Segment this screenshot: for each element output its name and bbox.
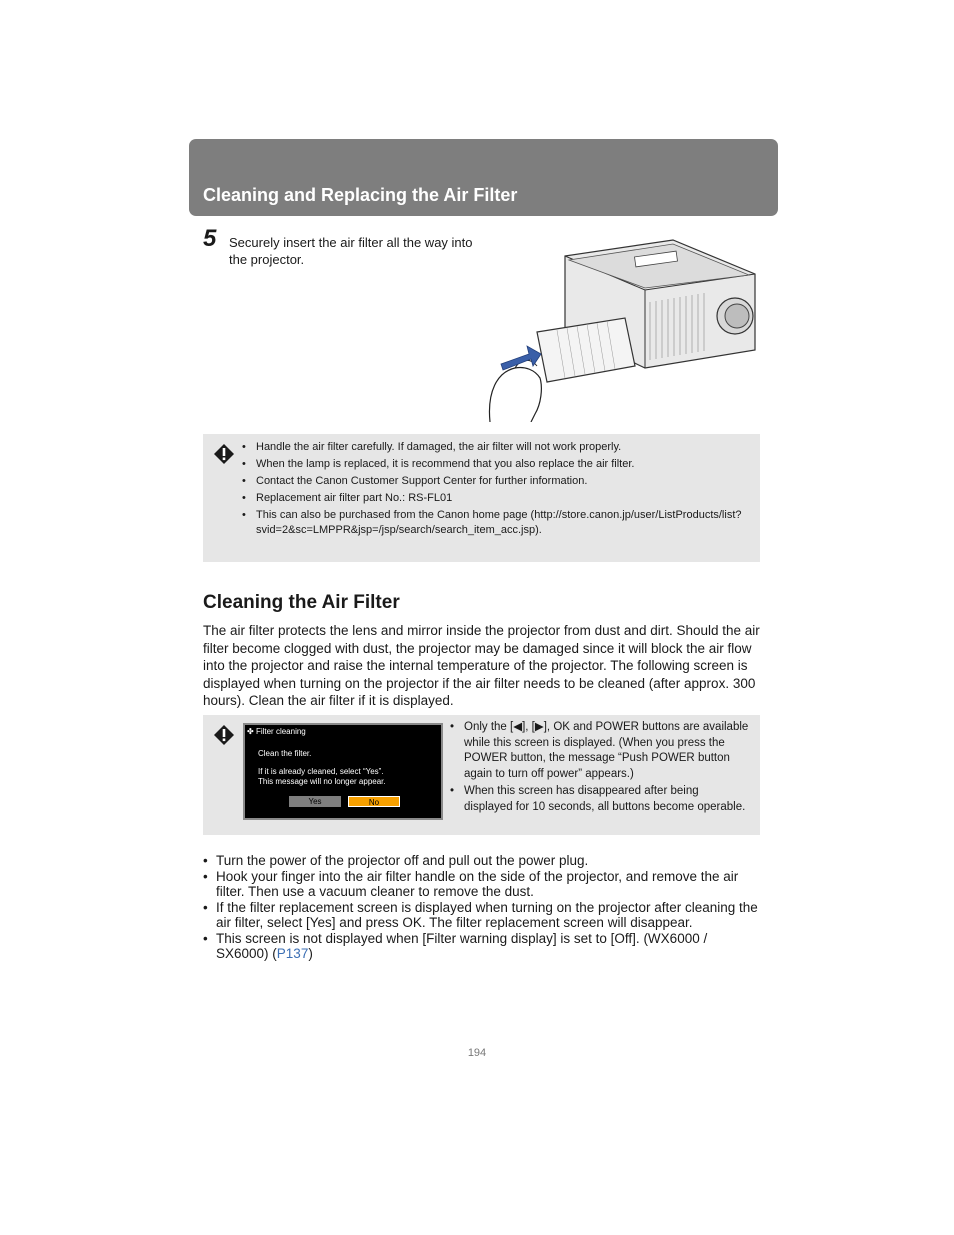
caution-icon — [214, 444, 234, 464]
page-link[interactable]: P137 — [276, 946, 309, 961]
osd-no-button: No — [348, 796, 400, 807]
list-item: • This can also be purchased from the Canon home page (http://store.canon.jp/user/ListProducts/list?svid=2&sc=LMPPR&jsp=/jsp/search/search_item_acc.jsp). — [242, 508, 742, 538]
list-item: • When this screen has disappeared after being displayed for 10 seconds, all buttons become operable. — [450, 784, 750, 815]
list-item: • Hook your finger into the air filter handle on the side of the projector, and remove the air filter. Then use a vacuum cleaner to remove the dust. — [203, 869, 760, 900]
osd-title-text: Filter cleaning — [255, 727, 306, 736]
osd-title — [247, 727, 306, 736]
caution-note-screen — [203, 715, 760, 835]
right-arrow-icon: ▶ — [534, 721, 544, 733]
page-number: 194 — [467, 1047, 487, 1059]
list-item: • Handle the air filter carefully. If damaged, the air filter will not work properly. — [242, 440, 742, 455]
osd-message: If it is already cleaned, select “Yes”. — [258, 767, 384, 776]
left-arrow-icon: ◀ — [513, 721, 523, 733]
caution-note-filter — [203, 434, 760, 562]
section-header — [189, 139, 778, 216]
osd-message: This message will no longer appear. — [258, 777, 386, 786]
caution-list — [242, 440, 742, 540]
section-paragraph: The air filter protects the lens and mirror inside the projector from dust and dirt. Should the air filter become clogged with dust, the projector may be damaged since it will block the air flow into the projector and raise the internal temperature of the projector. The following screen is displayed when turning on the projector if the air filter needs to be cleaned (after approx. 300 hours). Clean the air filter if it is displayed. — [203, 623, 760, 708]
list-item: • Turn the power of the projector off and pull out the power plug. — [203, 853, 760, 869]
list-item: • When the lamp is replaced, it is recommend that you also replace the air filter. — [242, 457, 742, 472]
list-item: • Replacement air filter part No.: RS-FL01 — [242, 491, 742, 506]
caution-list — [450, 720, 750, 817]
notes-list — [203, 853, 760, 962]
osd-yes-button: Yes — [289, 796, 341, 807]
step-instruction: Securely insert the air filter all the way into the projector. — [229, 235, 473, 267]
caution-icon — [214, 725, 234, 745]
osd-panel — [245, 737, 441, 818]
list-item: • Only the [◀], [▶], OK and POWER buttons are available while this screen is displayed. (When you press the POWER button, the message “Push POWER button again to turn off power” appears.) — [450, 720, 750, 782]
osd-message: Clean the filter. — [258, 749, 312, 758]
list-item: • This screen is not displayed when [Filter warning display] is set to [Off]. (WX6000 / SX6000) (P137) — [203, 931, 760, 962]
filter-cleaning-screen — [243, 723, 443, 820]
step-number: 5 — [203, 225, 217, 252]
list-item: • If the filter replacement screen is displayed when turning on the projector after cleaning the air filter, select [Yes] and press OK. The filter replacement screen will disappear. — [203, 900, 760, 931]
list-item: • Contact the Canon Customer Support Center for further information. — [242, 474, 742, 489]
projector-filter-illustration — [485, 232, 760, 422]
section-header-title: Cleaning and Replacing the Air Filter — [203, 185, 518, 205]
section-title: Cleaning the Air Filter — [203, 592, 400, 613]
filter-icon: ✤ — [247, 727, 254, 736]
